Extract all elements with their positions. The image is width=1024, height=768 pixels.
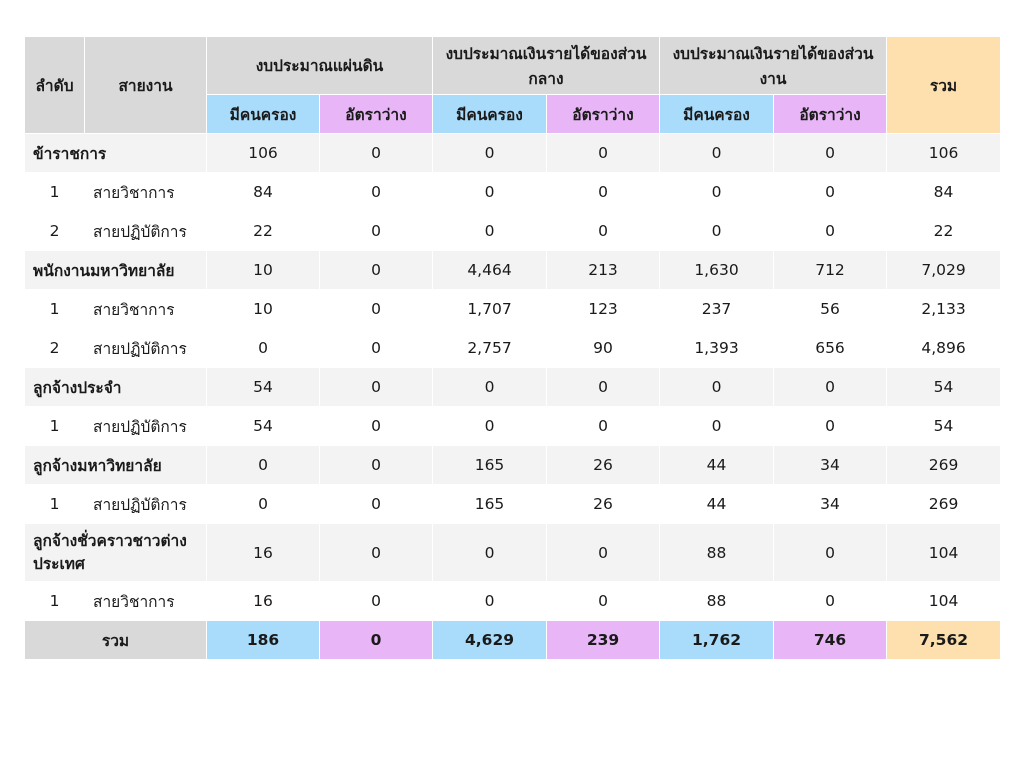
value-cell: 10 xyxy=(207,251,320,290)
value-cell: 0 xyxy=(433,173,547,212)
row-number: 1 xyxy=(25,485,85,524)
value-cell: 0 xyxy=(660,368,774,407)
value-cell: 0 xyxy=(547,134,660,173)
row-number: 1 xyxy=(25,407,85,446)
row-number: 2 xyxy=(25,329,85,368)
header-central-income-budget: งบประมาณเงินรายได้ของส่วนกลาง xyxy=(433,37,660,95)
header-vacant-3: อัตราว่าง xyxy=(774,95,887,134)
value-cell: 0 xyxy=(207,329,320,368)
value-cell: 165 xyxy=(433,446,547,485)
value-cell: 54 xyxy=(207,368,320,407)
value-cell: 0 xyxy=(320,407,433,446)
value-cell: 16 xyxy=(207,524,320,582)
total-label: รวม xyxy=(25,621,207,660)
sub-row xyxy=(25,290,1001,329)
value-cell: 84 xyxy=(887,173,1001,212)
value-cell: 0 xyxy=(660,173,774,212)
value-cell: 1,630 xyxy=(660,251,774,290)
value-cell: 0 xyxy=(433,212,547,251)
value-cell: 0 xyxy=(433,134,547,173)
value-cell: 16 xyxy=(207,582,320,621)
value-cell: 44 xyxy=(660,485,774,524)
value-cell: 213 xyxy=(547,251,660,290)
staffing-table xyxy=(24,36,1001,660)
value-cell: 104 xyxy=(887,582,1001,621)
value-cell: 1,707 xyxy=(433,290,547,329)
sub-label: สายวิชาการ xyxy=(85,582,207,621)
group-label: พนักงานมหาวิทยาลัย xyxy=(25,251,207,290)
group-row xyxy=(25,368,1001,407)
value-cell: 4,464 xyxy=(433,251,547,290)
value-cell: 0 xyxy=(660,212,774,251)
value-cell: 0 xyxy=(774,212,887,251)
value-cell: 34 xyxy=(774,446,887,485)
value-cell: 0 xyxy=(774,524,887,582)
total-cell: 7,562 xyxy=(887,621,1001,660)
value-cell: 7,029 xyxy=(887,251,1001,290)
header-filled-1: มีคนครอง xyxy=(207,95,320,134)
value-cell: 104 xyxy=(887,524,1001,582)
group-row xyxy=(25,134,1001,173)
value-cell: 0 xyxy=(433,582,547,621)
sub-label: สายวิชาการ xyxy=(85,173,207,212)
sub-row xyxy=(25,212,1001,251)
value-cell: 1,393 xyxy=(660,329,774,368)
value-cell: 0 xyxy=(320,290,433,329)
value-cell: 0 xyxy=(547,524,660,582)
group-label: ลูกจ้างมหาวิทยาลัย xyxy=(25,446,207,485)
value-cell: 0 xyxy=(547,407,660,446)
sub-row xyxy=(25,173,1001,212)
value-cell: 123 xyxy=(547,290,660,329)
value-cell: 0 xyxy=(547,368,660,407)
value-cell: 90 xyxy=(547,329,660,368)
value-cell: 0 xyxy=(774,407,887,446)
value-cell: 2,133 xyxy=(887,290,1001,329)
group-label: ข้าราชการ xyxy=(25,134,207,173)
value-cell: 0 xyxy=(774,368,887,407)
total-cell: 746 xyxy=(774,621,887,660)
value-cell: 0 xyxy=(660,407,774,446)
row-number: 2 xyxy=(25,212,85,251)
header-total: รวม xyxy=(887,37,1001,134)
value-cell: 22 xyxy=(887,212,1001,251)
group-row xyxy=(25,524,1001,582)
group-label: ลูกจ้างชั่วคราวชาวต่างประเทศ xyxy=(25,524,207,582)
value-cell: 237 xyxy=(660,290,774,329)
value-cell: 4,896 xyxy=(887,329,1001,368)
value-cell: 0 xyxy=(320,485,433,524)
sub-row xyxy=(25,485,1001,524)
group-row xyxy=(25,446,1001,485)
value-cell: 0 xyxy=(320,173,433,212)
value-cell: 0 xyxy=(207,446,320,485)
value-cell: 0 xyxy=(320,446,433,485)
value-cell: 0 xyxy=(320,212,433,251)
header-unit-income-budget: งบประมาณเงินรายได้ของส่วนงาน xyxy=(660,37,887,95)
value-cell: 165 xyxy=(433,485,547,524)
row-number: 1 xyxy=(25,290,85,329)
header-vacant-2: อัตราว่าง xyxy=(547,95,660,134)
total-cell: 0 xyxy=(320,621,433,660)
total-cell: 4,629 xyxy=(433,621,547,660)
value-cell: 0 xyxy=(433,368,547,407)
sub-row xyxy=(25,407,1001,446)
header-line: สายงาน xyxy=(85,37,207,134)
value-cell: 0 xyxy=(320,524,433,582)
table-body xyxy=(25,134,1001,621)
value-cell: 0 xyxy=(433,407,547,446)
value-cell: 269 xyxy=(887,485,1001,524)
value-cell: 54 xyxy=(887,407,1001,446)
sub-row xyxy=(25,329,1001,368)
value-cell: 56 xyxy=(774,290,887,329)
value-cell: 0 xyxy=(774,582,887,621)
value-cell: 0 xyxy=(774,173,887,212)
sub-label: สายปฏิบัติการ xyxy=(85,407,207,446)
value-cell: 712 xyxy=(774,251,887,290)
total-cell: 186 xyxy=(207,621,320,660)
total-cell: 1,762 xyxy=(660,621,774,660)
value-cell: 0 xyxy=(207,485,320,524)
value-cell: 0 xyxy=(320,329,433,368)
value-cell: 106 xyxy=(207,134,320,173)
sub-label: สายปฏิบัติการ xyxy=(85,212,207,251)
total-row xyxy=(25,621,1001,660)
value-cell: 0 xyxy=(320,582,433,621)
value-cell: 2,757 xyxy=(433,329,547,368)
value-cell: 88 xyxy=(660,524,774,582)
value-cell: 0 xyxy=(320,134,433,173)
total-cell: 239 xyxy=(547,621,660,660)
value-cell: 269 xyxy=(887,446,1001,485)
sub-label: สายปฏิบัติการ xyxy=(85,485,207,524)
sub-row xyxy=(25,582,1001,621)
value-cell: 26 xyxy=(547,485,660,524)
header-filled-2: มีคนครอง xyxy=(433,95,547,134)
sub-label: สายวิชาการ xyxy=(85,290,207,329)
header-order: ลำดับ xyxy=(25,37,85,134)
value-cell: 26 xyxy=(547,446,660,485)
value-cell: 656 xyxy=(774,329,887,368)
value-cell: 34 xyxy=(774,485,887,524)
header-state-budget: งบประมาณแผ่นดิน xyxy=(207,37,433,95)
value-cell: 0 xyxy=(660,134,774,173)
header-vacant-1: อัตราว่าง xyxy=(320,95,433,134)
value-cell: 54 xyxy=(207,407,320,446)
value-cell: 22 xyxy=(207,212,320,251)
sub-label: สายปฏิบัติการ xyxy=(85,329,207,368)
value-cell: 0 xyxy=(547,212,660,251)
value-cell: 54 xyxy=(887,368,1001,407)
value-cell: 0 xyxy=(320,368,433,407)
header-filled-3: มีคนครอง xyxy=(660,95,774,134)
value-cell: 0 xyxy=(433,524,547,582)
value-cell: 106 xyxy=(887,134,1001,173)
value-cell: 84 xyxy=(207,173,320,212)
value-cell: 0 xyxy=(547,582,660,621)
table-header xyxy=(25,37,1001,134)
value-cell: 44 xyxy=(660,446,774,485)
value-cell: 10 xyxy=(207,290,320,329)
group-label: ลูกจ้างประจำ xyxy=(25,368,207,407)
value-cell: 0 xyxy=(774,134,887,173)
row-number: 1 xyxy=(25,173,85,212)
value-cell: 88 xyxy=(660,582,774,621)
group-row xyxy=(25,251,1001,290)
value-cell: 0 xyxy=(547,173,660,212)
value-cell: 0 xyxy=(320,251,433,290)
row-number: 1 xyxy=(25,582,85,621)
